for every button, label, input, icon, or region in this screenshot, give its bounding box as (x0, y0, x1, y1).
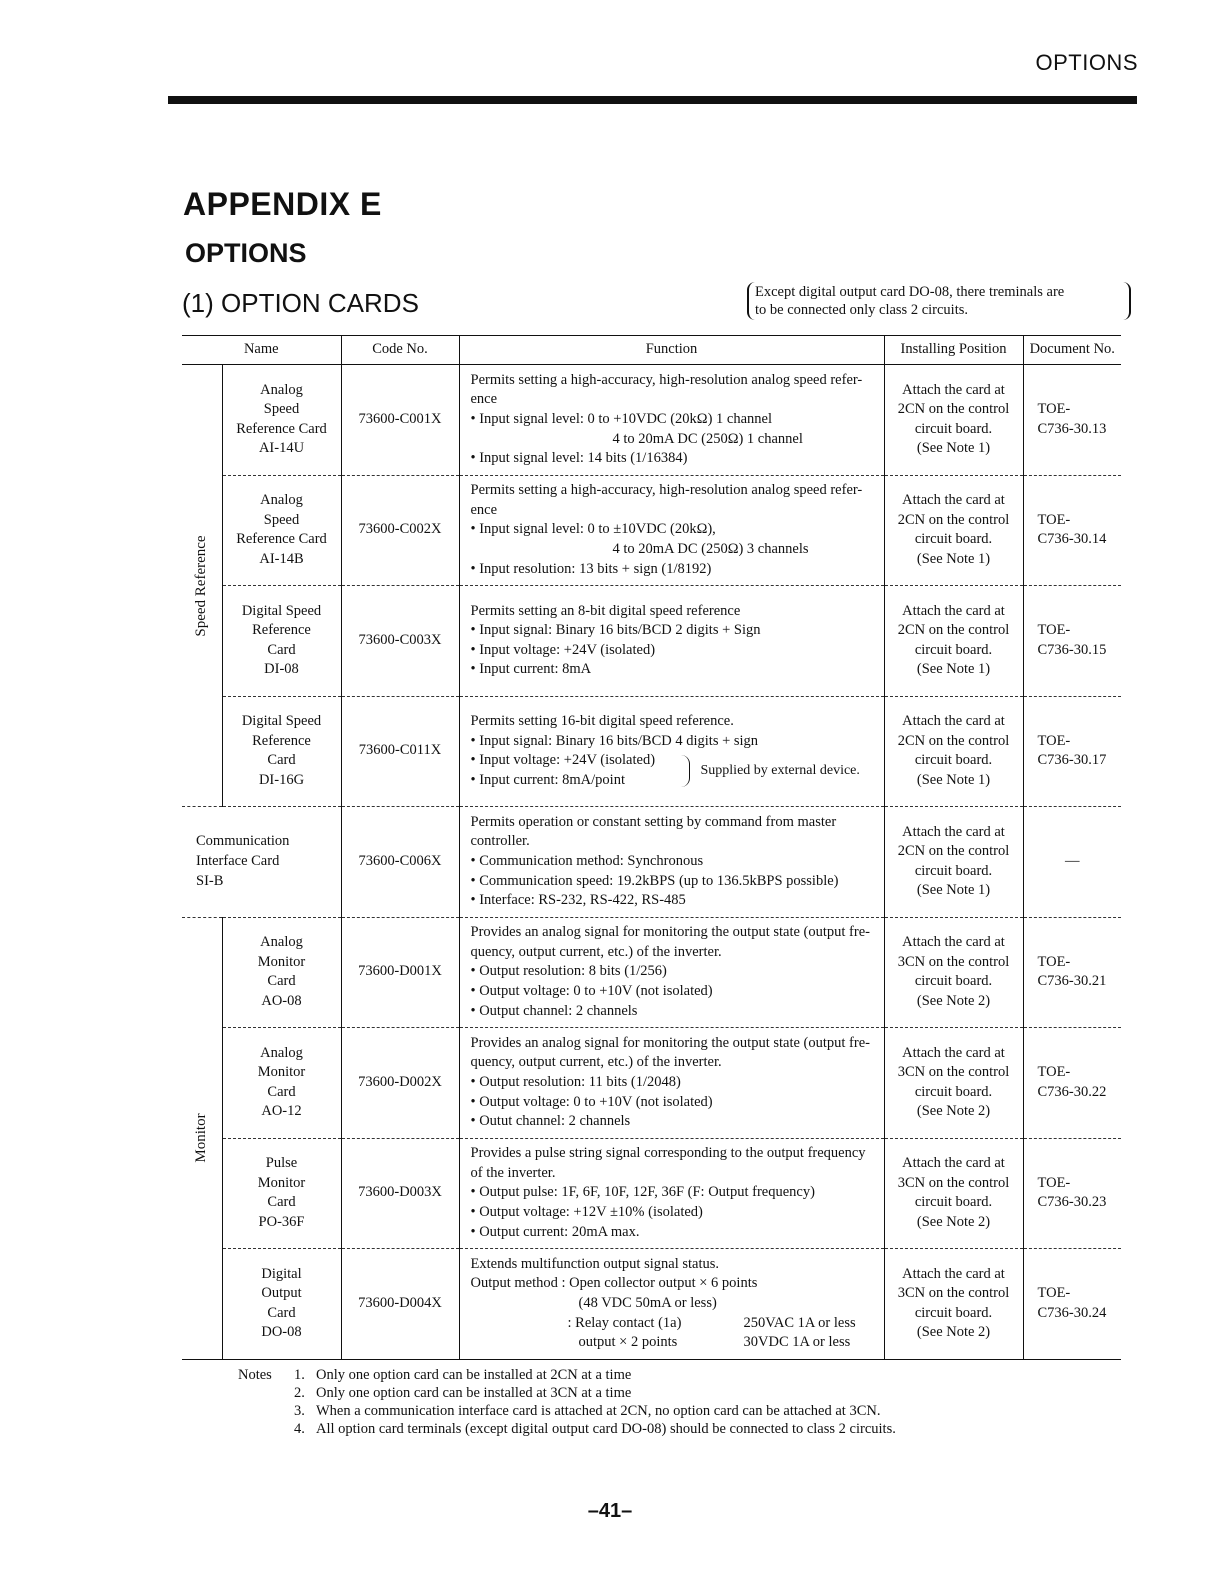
section-heading: (1) OPTION CARDS (182, 288, 419, 318)
document-no (1023, 1028, 1121, 1139)
name-line: PO-36F (258, 1213, 305, 1230)
func-line: Permits setting a high-accuracy, high-resolution analog speed refer- (470, 482, 863, 499)
name-line: Card (267, 1194, 296, 1211)
header-code: Code No. (341, 336, 459, 365)
code-no: 73600-C006X (341, 807, 459, 918)
install-line: (See Note 2) (916, 1213, 991, 1230)
name-line: SI-B (196, 872, 224, 889)
code-no: 73600-D003X (341, 1138, 459, 1249)
func-line: Output method : Open collector output × 6 points (470, 1275, 758, 1292)
installing-position (884, 917, 1023, 1028)
install-line: circuit board. (914, 1083, 993, 1100)
func-line: • Input current: 8mA (470, 661, 592, 678)
doc-line: C736-30.14 (1037, 531, 1107, 548)
name-line: Reference (252, 732, 311, 749)
name-line: Speed (263, 511, 300, 528)
table-row (182, 917, 1121, 1028)
doc-line: TOE- (1037, 1285, 1071, 1302)
code-no: 73600-C003X (341, 586, 459, 697)
func-line: • Input current: 8mA/point (470, 771, 625, 788)
install-line: 2CN on the control (897, 622, 1010, 639)
func-line: • Input resolution: 13 bits + sign (1/8192) (470, 560, 712, 577)
func-line: • Communication speed: 19.2kBPS (up to 136.5kBPS possible) (470, 872, 839, 889)
doc-line: C736-30.17 (1037, 752, 1107, 769)
install-line: (See Note 1) (916, 440, 991, 457)
document-no (1023, 475, 1121, 586)
name-line: Reference (252, 622, 311, 639)
func-line: Permits setting an 8-bit digital speed reference (470, 602, 741, 619)
install-line: 2CN on the control (897, 843, 1010, 860)
card-name (182, 807, 341, 918)
installing-position (884, 807, 1023, 918)
card-name (222, 696, 341, 807)
func-line: ence (470, 501, 498, 518)
code-no: 73600-C002X (341, 475, 459, 586)
doc-line: TOE- (1037, 511, 1071, 528)
note-text: When a communication interface card is attached at 2CN, no option card can be attached at 3CN. (316, 1403, 881, 1419)
func-line: • Output voltage: 0 to +10V (not isolated) (470, 983, 713, 1000)
doc-line: C736-30.13 (1037, 420, 1107, 437)
func-line: • Output channel: 2 channels (470, 1002, 638, 1019)
func-line: (48 VDC 50mA or less) (578, 1294, 717, 1311)
install-line: (See Note 1) (916, 771, 991, 788)
func-line: • Communication method: Synchronous (470, 852, 704, 869)
document-no (1023, 365, 1121, 476)
name-line: AO-12 (261, 1103, 302, 1120)
doc-line: C736-30.23 (1037, 1194, 1107, 1211)
install-line: Attach the card at (902, 492, 1005, 509)
installing-position (884, 1138, 1023, 1249)
func-line: 250VAC 1A or less (743, 1314, 856, 1331)
name-line: Monitor (257, 1174, 306, 1191)
relay-line (471, 1333, 878, 1353)
note-number: 3. (294, 1403, 305, 1419)
card-name (222, 586, 341, 697)
header-document-no: Document No. (1023, 336, 1121, 365)
doc-line: C736-30.15 (1037, 641, 1107, 658)
doc-line: TOE- (1037, 1174, 1071, 1191)
func-line: • Input voltage: +24V (isolated) (470, 641, 656, 658)
card-name (222, 1249, 341, 1360)
installing-position (884, 475, 1023, 586)
class2-note (747, 282, 1131, 320)
notes-block (238, 1366, 896, 1438)
code-no: 73600-D004X (341, 1249, 459, 1360)
func-line: 4 to 20mA DC (250Ω) 1 channel (612, 430, 803, 447)
func-line: • Output voltage: 0 to +10V (not isolated) (470, 1093, 713, 1110)
func-line: • Input signal: Binary 16 bits/BCD 2 digits + Sign (470, 622, 761, 639)
doc-line: TOE- (1037, 401, 1071, 418)
supplied-note: Supplied by external device. (700, 763, 860, 779)
doc-line: TOE- (1037, 622, 1071, 639)
func-line: of the inverter. (470, 1164, 556, 1181)
install-line: (See Note 1) (916, 882, 991, 899)
installing-position (884, 1028, 1023, 1139)
note-number: 1. (294, 1367, 305, 1383)
install-line: (See Note 1) (916, 550, 991, 567)
func-line: • Output resolution: 11 bits (1/2048) (470, 1073, 681, 1090)
install-line: circuit board. (914, 862, 993, 879)
func-line: • Input signal: Binary 16 bits/BCD 4 digits + sign (470, 732, 759, 749)
group-speed-reference (182, 365, 222, 807)
func-line: • Interface: RS-232, RS-422, RS-485 (470, 892, 686, 909)
install-line: Attach the card at (902, 934, 1005, 951)
relay-line (471, 1314, 878, 1334)
install-line: 3CN on the control (897, 1174, 1010, 1191)
doc-line: C736-30.22 (1037, 1083, 1107, 1100)
func-line: controller. (470, 833, 530, 850)
install-line: Attach the card at (902, 823, 1005, 840)
name-line: Digital Speed (241, 713, 322, 730)
name-line: DI-08 (264, 661, 299, 678)
table-row (182, 807, 1121, 918)
running-header: OPTIONS (1035, 50, 1138, 75)
installing-position (884, 365, 1023, 476)
header-rule (168, 96, 1137, 104)
func-line: Provides a pulse string signal corresponding to the output frequency (470, 1145, 866, 1162)
table-row (182, 365, 1121, 476)
name-line: AI-14U (258, 440, 305, 457)
code-no: 73600-C001X (341, 365, 459, 476)
header-name: Name (182, 336, 341, 365)
function-desc (459, 1249, 884, 1360)
install-line: Attach the card at (902, 602, 1005, 619)
func-line: Permits setting a high-accuracy, high-resolution analog speed refer- (470, 371, 863, 388)
install-line: circuit board. (914, 752, 993, 769)
brace-mark (681, 755, 690, 787)
install-line: 3CN on the control (897, 953, 1010, 970)
table-header-row (182, 336, 1121, 365)
install-line: (See Note 2) (916, 1103, 991, 1120)
install-line: circuit board. (914, 1304, 993, 1321)
func-line: Permits operation or constant setting by command from master (470, 813, 837, 830)
func-line: • Input signal level: 14 bits (1/16384) (470, 450, 688, 467)
name-line: Analog (260, 934, 303, 951)
note-text: Only one option card can be installed at 3CN at a time (316, 1385, 632, 1401)
func-line: • Input voltage: +24V (isolated) (470, 752, 656, 769)
document-no (1023, 1138, 1121, 1249)
group-monitor (182, 917, 222, 1359)
install-line: 3CN on the control (897, 1064, 1010, 1081)
note-number: 4. (294, 1421, 305, 1437)
install-line: circuit board. (914, 420, 993, 437)
code-no: 73600-D002X (341, 1028, 459, 1139)
appendix-title: APPENDIX E (183, 186, 382, 222)
doc-line: TOE- (1037, 953, 1071, 970)
name-line: Card (267, 1083, 296, 1100)
func-line: Provides an analog signal for monitoring the output state (output fre- (470, 1034, 870, 1051)
function-desc (459, 1028, 884, 1139)
name-line: Card (267, 641, 296, 658)
func-line: Extends multifunction output signal status. (470, 1255, 719, 1272)
install-line: Attach the card at (902, 1044, 1005, 1061)
name-line: AO-08 (261, 992, 302, 1009)
note-number: 2. (294, 1385, 305, 1401)
func-line: 30VDC 1A or less (743, 1334, 851, 1351)
install-line: Attach the card at (902, 1265, 1005, 1282)
install-line: 2CN on the control (897, 511, 1010, 528)
installing-position (884, 1249, 1023, 1360)
installing-position (884, 696, 1023, 807)
document-no: — (1023, 807, 1121, 918)
name-line: Analog (260, 381, 303, 398)
function-desc (459, 1138, 884, 1249)
table-row (182, 1249, 1121, 1360)
card-name (222, 1028, 341, 1139)
name-line: Pulse (265, 1155, 298, 1172)
table-row (182, 586, 1121, 697)
func-line: : Relay contact (1a) (567, 1314, 682, 1331)
code-no: 73600-D001X (341, 917, 459, 1028)
func-line: output × 2 points (578, 1334, 678, 1351)
options-heading: OPTIONS (185, 238, 307, 268)
name-line: Card (267, 973, 296, 990)
install-line: Attach the card at (902, 713, 1005, 730)
table-row (182, 1138, 1121, 1249)
name-line: DO-08 (261, 1324, 302, 1341)
card-name (222, 917, 341, 1028)
name-line: Digital Speed (241, 602, 322, 619)
func-line: 4 to 20mA DC (250Ω) 3 channels (612, 541, 809, 558)
note-text: All option card terminals (except digital output card DO-08) should be connected to class 2 circuits. (316, 1421, 896, 1437)
group-label: Speed Reference (192, 534, 209, 637)
install-line: circuit board. (914, 531, 993, 548)
name-line: AI-14B (259, 550, 304, 567)
table-row (182, 475, 1121, 586)
func-line: quency, output current, etc.) of the inverter. (470, 943, 722, 960)
install-line: 3CN on the control (897, 1285, 1010, 1302)
card-name (222, 475, 341, 586)
func-line: • Output voltage: +12V ±10% (isolated) (470, 1204, 703, 1221)
function-desc (459, 917, 884, 1028)
doc-line: TOE- (1037, 1064, 1071, 1081)
document-no (1023, 917, 1121, 1028)
page-number: –41– (587, 1500, 633, 1522)
option-cards-table (182, 335, 1121, 1360)
table-row (182, 1028, 1121, 1139)
doc-line: C736-30.24 (1037, 1304, 1107, 1321)
func-line: • Output pulse: 1F, 6F, 10F, 12F, 36F (F: Output frequency) (470, 1184, 815, 1201)
name-line: Monitor (257, 953, 306, 970)
name-line: Interface Card (196, 852, 280, 869)
function-desc (459, 475, 884, 586)
install-line: (See Note 1) (916, 661, 991, 678)
name-line: Card (267, 1304, 296, 1321)
document-no (1023, 696, 1121, 807)
name-line: DI-16G (258, 771, 305, 788)
func-line: • Input signal level: 0 to ±10VDC (20kΩ), (470, 521, 716, 538)
install-line: circuit board. (914, 973, 993, 990)
func-line: ence (470, 391, 498, 408)
function-desc (459, 696, 884, 807)
doc-line: C736-30.21 (1037, 973, 1107, 990)
install-line: 2CN on the control (897, 732, 1010, 749)
header-function: Function (459, 336, 884, 365)
note-item (238, 1366, 896, 1384)
note-item (238, 1402, 896, 1420)
name-line: Digital (261, 1265, 302, 1282)
install-line: (See Note 2) (916, 992, 991, 1009)
notes-label: Notes (238, 1367, 272, 1383)
card-name (222, 1138, 341, 1249)
name-line: Output (261, 1285, 302, 1302)
function-desc (459, 365, 884, 476)
func-line: • Input signal level: 0 to +10VDC (20kΩ) 1 channel (470, 410, 772, 427)
document-no (1023, 1249, 1121, 1360)
install-line: 2CN on the control (897, 401, 1010, 418)
name-line: Card (267, 752, 296, 769)
function-desc (459, 807, 884, 918)
func-line: quency, output current, etc.) of the inverter. (470, 1054, 722, 1071)
func-line: • Output resolution: 8 bits (1/256) (470, 963, 667, 980)
func-line: Permits setting 16-bit digital speed reference. (470, 713, 734, 730)
install-line: circuit board. (914, 1194, 993, 1211)
note-text: Only one option card can be installed at 2CN at a time (316, 1367, 632, 1383)
func-line: • Outut channel: 2 channels (470, 1113, 631, 1130)
header-installing-position: Installing Position (884, 336, 1023, 365)
name-line: Analog (260, 1044, 303, 1061)
group-label: Monitor (192, 1113, 209, 1163)
doc-line: TOE- (1037, 732, 1071, 749)
class2-note-line1: Except digital output card DO-08, there treminals are (755, 284, 1065, 300)
install-line: Attach the card at (902, 381, 1005, 398)
function-desc (459, 586, 884, 697)
name-line: Reference Card (236, 531, 327, 548)
install-line: Attach the card at (902, 1155, 1005, 1172)
class2-note-line2: to be connected only class 2 circuits. (755, 302, 969, 318)
name-line: Communication (196, 833, 290, 850)
name-line: Reference Card (236, 420, 327, 437)
name-line: Monitor (257, 1064, 306, 1081)
supplied-group (471, 751, 878, 790)
table-row (182, 696, 1121, 807)
install-line: circuit board. (914, 641, 993, 658)
document-no (1023, 586, 1121, 697)
install-line: (See Note 2) (916, 1324, 991, 1341)
func-line: Provides an analog signal for monitoring the output state (output fre- (470, 924, 870, 941)
name-line: Analog (260, 492, 303, 509)
card-name (222, 365, 341, 476)
name-line: Speed (263, 401, 300, 418)
note-item (238, 1420, 896, 1438)
installing-position (884, 586, 1023, 697)
note-item (238, 1384, 896, 1402)
func-line: • Output current: 20mA max. (470, 1223, 640, 1240)
code-no: 73600-C011X (341, 696, 459, 807)
